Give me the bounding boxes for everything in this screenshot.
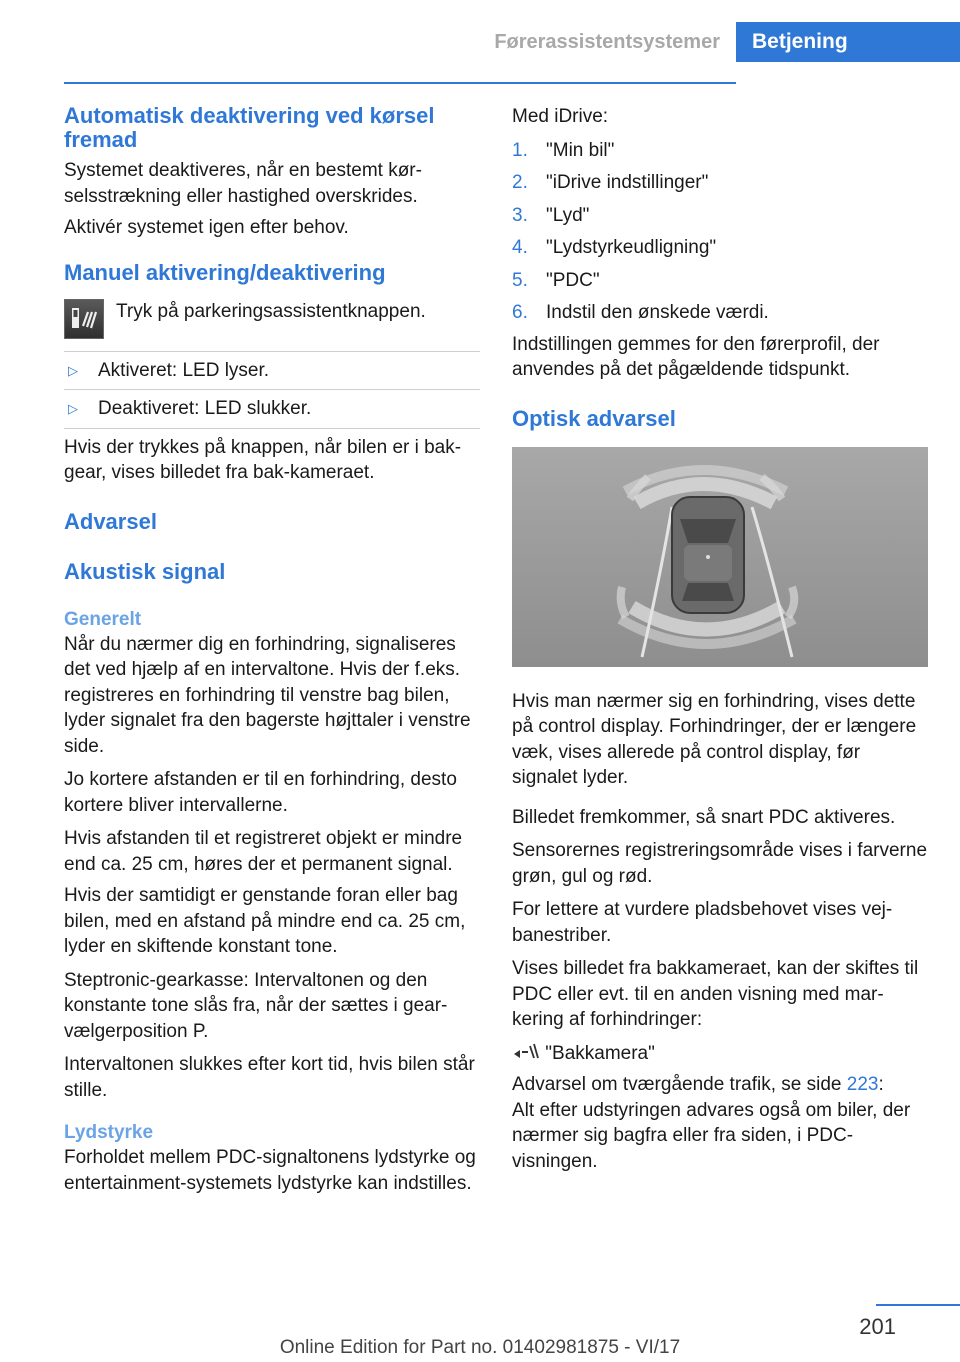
paragraph: Hvis afstanden til et registreret objekt er mindre end ca. 25 cm, høres der et permanent signal. xyxy=(64,828,463,875)
heading-optical-warning: Optisk advarsel xyxy=(512,405,676,431)
list-item: ▷ Aktiveret: LED lyser. xyxy=(64,358,480,384)
paragraph: Forholdet mellem PDC-signaltonens lydstyrke og entertainment-systemets lydstyrke kan indstilles. xyxy=(64,1147,476,1194)
edition-footer: Online Edition for Part no. 01402981875 - VI/17 xyxy=(279,1337,681,1358)
paragraph: Systemet deaktiveres, når en bestemt kørselsstrækning eller hastighed overskrides. xyxy=(64,160,422,207)
page-reference-link[interactable]: 223 xyxy=(846,1074,879,1095)
list-item: 6. Indstil den ønskede værdi. xyxy=(512,302,769,323)
page-number-rule xyxy=(876,1304,960,1306)
heading-acoustic-signal: Akustisk signal xyxy=(64,558,226,584)
chapter-tab: Betjening xyxy=(736,22,960,62)
button-instruction xyxy=(64,293,480,337)
paragraph: Vises billedet fra bakkameraet, kan der skiftes til PDC eller evt. til en anden visning med markering af forhindringer: xyxy=(512,958,919,1030)
paragraph: Advarsel om tværgående trafik, se side 223: xyxy=(512,1074,884,1095)
list-item: 1. "Min bil" xyxy=(512,139,615,161)
paragraph: Hvis man nærmer sig en forhindring, vises dette på control display. Forhindringer, der er længere væk, vises allerede på control display, før signalet lyder. xyxy=(512,690,917,788)
divider xyxy=(64,389,480,390)
idrive-steps-list xyxy=(512,138,928,326)
camera-option: "Bakkamera" xyxy=(512,1041,928,1067)
paragraph: Alt efter udstyringen advares også om biler, der nærmer sig bagfra eller fra siden, i PDC-visningen. xyxy=(512,1099,911,1172)
paragraph: For lettere at vurdere pladsbehovet vises vejbanestriber. xyxy=(512,899,893,946)
divider xyxy=(64,351,480,352)
heading-auto-deactivation: Automatisk deaktivering ved kørsel fremad xyxy=(64,103,435,152)
paragraph: Jo kortere afstanden er til en forhindring, desto kortere bliver intervallerne. xyxy=(64,769,457,816)
list-item: 5. "PDC" xyxy=(512,269,600,291)
heading-volume: Lydstyrke xyxy=(64,1122,154,1143)
triangle-bullet-icon: ▷ xyxy=(68,401,78,416)
list-item: 4. "Lydstyrkeudligning" xyxy=(512,237,717,258)
paragraph: Indstillingen gemmes for den førerprofil, der anvendes på det pågældende tidspunkt. xyxy=(512,333,880,380)
section-title: Førerassistentsystemer xyxy=(494,31,720,53)
status-bullet-list xyxy=(64,351,480,429)
list-item: 2. "iDrive indstillinger" xyxy=(512,172,709,193)
paragraph: Steptronic-gearkasse: Intervaltonen og den konstante tone slås fra, når der sættes i gearvælgerposition P. xyxy=(64,969,448,1042)
paragraph: Når du nærmer dig en forhindring, signaliseres det ved hjælp af en intervaltone. Hvis der f.eks. registreres en forhindring til venstre bag bilen, lyder signalet fra den bagerste højttaler i venstre side. xyxy=(64,633,471,757)
paragraph: Aktivér systemet igen efter behov. xyxy=(64,217,349,238)
right-column xyxy=(512,100,928,1174)
paragraph: Med iDrive: xyxy=(512,106,609,127)
heading-manual-activation: Manuel aktivering/deaktivering xyxy=(64,259,386,285)
parking-assistant-button-icon xyxy=(64,299,104,339)
paragraph: Tryk på parkeringsassistentknappen. xyxy=(116,300,426,322)
heading-warning: Advarsel xyxy=(64,508,157,534)
page-header xyxy=(0,22,960,62)
pdc-display-illustration xyxy=(512,447,928,667)
triangle-bullet-icon: ▷ xyxy=(68,362,78,378)
list-item: ▷ Deaktiveret: LED slukker. xyxy=(64,396,480,422)
header-rule xyxy=(64,82,736,84)
camera-view-icon xyxy=(512,1042,540,1062)
page-number: 201 xyxy=(859,1314,896,1339)
paragraph: Sensorernes registreringsområde vises i farverne grøn, gul og rød. xyxy=(512,840,928,887)
paragraph: Intervaltonen slukkes efter kort tid, hvis bilen står stille. xyxy=(64,1054,475,1101)
paragraph: Billedet fremkommer, så snart PDC aktiveres. xyxy=(512,806,896,828)
heading-general: Generelt xyxy=(64,608,142,630)
paragraph: Hvis der samtidigt er genstande foran eller bag bilen, med en afstand på mindre end ca. 25 cm, lyder en skiftende konstant tone. xyxy=(64,885,466,957)
divider xyxy=(64,428,480,429)
paragraph: Hvis der trykkes på knappen, når bilen er i bakgear, vises billedet fra bak-kameraet. xyxy=(64,436,462,483)
left-column xyxy=(64,100,480,1196)
list-item: 3. "Lyd" xyxy=(512,204,590,226)
